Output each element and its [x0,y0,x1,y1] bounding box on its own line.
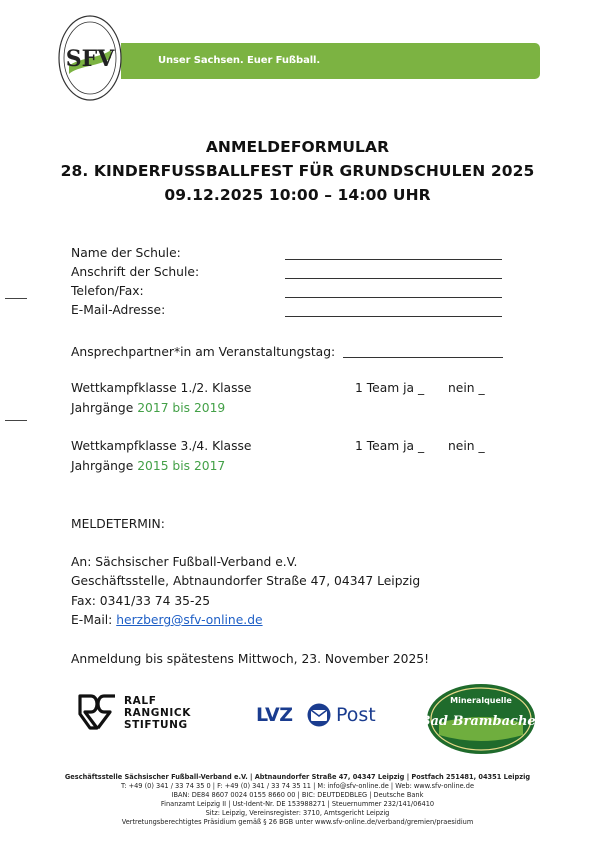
field-label-school-name: Name der Schule: [71,246,181,260]
footer-tax: Finanzamt Leipzig II | Ust-Ident-Nr. DE 153988271 | Steuernummer 232/141/06410 [160,800,435,808]
class-3-4-years-range: 2015 bis 2017 [137,459,226,473]
event-date: 09.12.2025 10:00 – 14:00 UHR [164,186,431,204]
bad-brambacher-logo-icon [425,683,537,755]
lvz-logo-text: LVZ [256,704,293,726]
header-slogan: Unser Sachsen. Euer Fußball. [158,55,321,66]
bb-top-text: Mineralquelle [450,696,512,705]
rangnick-text-2: RANGNICK [124,707,191,719]
recipient-fax: Fax: 0341/33 74 35-25 [71,594,211,608]
sfv-logo-icon [57,14,123,102]
field-label-school-address: Anschrift der Schule: [71,265,200,279]
class-3-4-years: Jahrgänge 2015 bis 2017 [71,459,226,473]
rangnick-logo-icon [77,692,117,732]
footer-contact: T: +49 (0) 341 / 33 74 35 0 | F: +49 (0) 341 / 33 74 35 11 | M: info@sfv-online.de | Web: www.sfv-online.de [120,782,475,790]
footer-presidium: Vertretungsberechtigtes Präsidium gemäß § 26 BGB unter www.sfv-online.de/verband/gremien/praesidium [121,818,474,826]
rangnick-text-3: STIFTUNG [124,719,188,731]
fold-mark [5,420,27,421]
envelope-icon [306,703,332,727]
field-phone-fax[interactable] [285,297,502,298]
field-contact-person[interactable] [343,357,503,358]
class-3-4-label: Wettkampfklasse 3./4. Klasse [71,439,252,453]
class-1-2-years: Jahrgänge 2017 bis 2019 [71,401,226,415]
class-1-2-team-no[interactable]: nein _ [448,381,485,395]
class-3-4-team-no[interactable]: nein _ [448,439,485,453]
footer-bank: IBAN: DE84 8607 0024 0155 8660 00 | BIC: DEUTDEDBLEG | Deutsche Bank [171,791,424,799]
class-1-2-team-yes[interactable]: 1 Team ja _ [355,381,425,395]
field-label-phone-fax: Telefon/Fax: [71,284,144,298]
logo-lettering: SFV [65,46,115,72]
recipient-office: Geschäftsstelle, Abtnaundorfer Straße 47, 04347 Leipzig [71,574,421,588]
bb-name-text: Bad Brambacher [425,714,537,729]
recipient-email-link[interactable]: herzberg@sfv-online.de [116,613,263,627]
form-title: ANMELDEFORMULAR [205,138,390,156]
field-school-name[interactable] [285,259,502,260]
fold-mark [5,298,27,299]
field-email[interactable] [285,316,502,317]
class-1-2-years-range: 2017 bis 2019 [137,401,226,415]
footer-address: Geschäftsstelle Sächsischer Fußball-Verband e.V. | Abtnaundorfer Straße 47, 04347 Leipzig | Postfach 251481, 04351 Leipzig [64,773,531,781]
recipient-name: An: Sächsischer Fußball-Verband e.V. [71,555,298,569]
event-title: 28. KINDERFUSSBALLFEST FÜR GRUNDSCHULEN 2025 [60,162,535,180]
registration-deadline: Anmeldung bis spätestens Mittwoch, 23. November 2025! [71,652,430,666]
field-label-email: E-Mail-Adresse: [71,303,166,317]
class-3-4-team-yes[interactable]: 1 Team ja _ [355,439,425,453]
footer-register: Sitz: Leipzig, Vereinsregister: 3710, Amtsgericht Leipzig [205,809,390,817]
recipient-email-line: E-Mail: herzberg@sfv-online.de [71,613,263,627]
class-1-2-label: Wettkampfklasse 1./2. Klasse [71,381,252,395]
post-logo-text: Post [336,704,376,726]
field-school-address[interactable] [285,278,502,279]
meldetermin-heading: MELDETERMIN: [71,517,165,531]
field-label-contact-person: Ansprechpartner*in am Veranstaltungstag: [71,345,336,359]
rangnick-text-1: RALF [124,695,157,707]
